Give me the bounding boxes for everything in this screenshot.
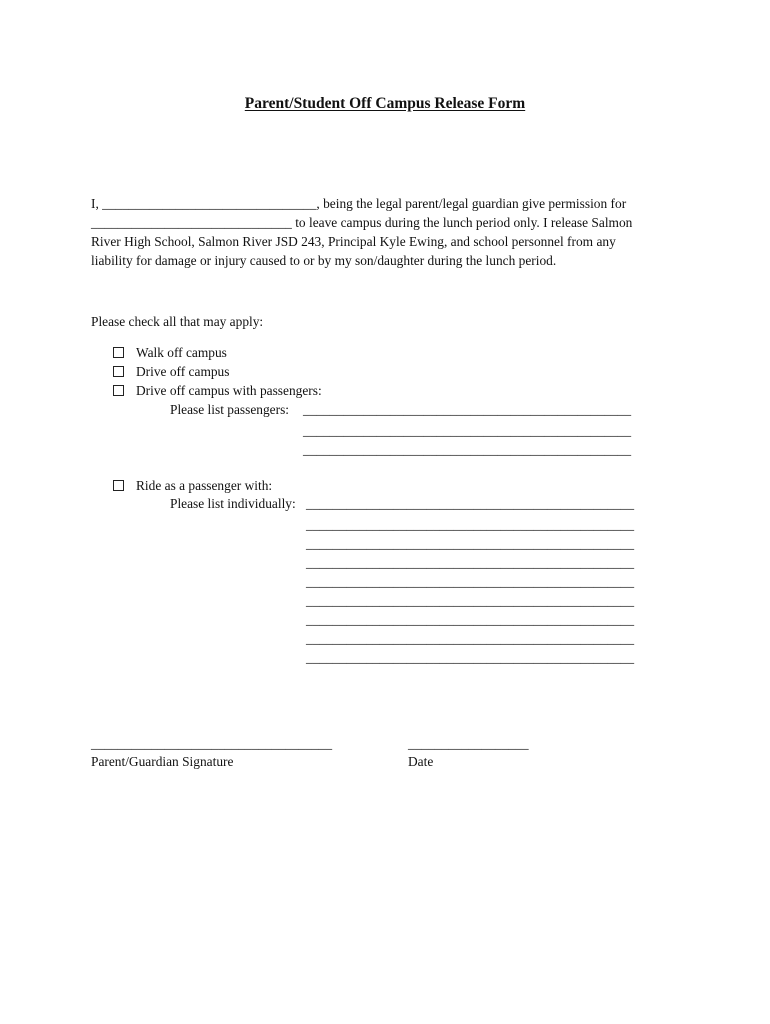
individual-line[interactable]: _________________________________________________ <box>306 536 635 551</box>
checkbox-ride[interactable] <box>113 479 124 492</box>
checkbox-icon[interactable] <box>113 347 124 358</box>
passengers-label: Please list passengers: <box>170 402 290 417</box>
individual-line[interactable]: _________________________________________________ <box>306 574 635 589</box>
checkbox-icon[interactable] <box>113 366 124 377</box>
paragraph-line: liability for damage or injury caused to or by my son/daughter during the lunch period. <box>91 253 557 268</box>
permission-paragraph <box>91 194 681 270</box>
checkbox-drive-passengers[interactable] <box>113 384 124 397</box>
checkbox-drive[interactable] <box>113 365 124 378</box>
passenger-line[interactable]: _________________________________________________ <box>303 402 632 417</box>
signature-label: Parent/Guardian Signature <box>91 754 234 769</box>
individual-line[interactable]: _________________________________________________ <box>306 612 635 627</box>
passenger-line[interactable]: _________________________________________________ <box>303 442 632 457</box>
paragraph-line: River High School, Salmon River JSD 243, Principal Kyle Ewing, and school personnel from any <box>91 234 616 249</box>
individually-label: Please list individually: <box>170 496 296 511</box>
individual-line[interactable]: _________________________________________________ <box>306 650 635 665</box>
signature-line[interactable]: ____________________________________ <box>91 736 333 751</box>
paragraph-line: I, ________________________________, being the legal parent/legal guardian give permission for <box>91 196 627 211</box>
checkbox-icon[interactable] <box>113 385 124 396</box>
checkbox-icon[interactable] <box>113 480 124 491</box>
check-prompt: Please check all that may apply: <box>91 314 264 329</box>
individual-line[interactable]: _________________________________________________ <box>306 496 635 511</box>
individual-line[interactable]: _________________________________________________ <box>306 555 635 570</box>
option-ride-label: Ride as a passenger with: <box>136 478 273 493</box>
option-walk-label: Walk off campus <box>136 345 227 360</box>
option-drive-passengers-label: Drive off campus with passengers: <box>136 383 322 398</box>
date-label: Date <box>408 754 434 769</box>
date-line[interactable]: __________________ <box>408 736 529 751</box>
individual-line[interactable]: _________________________________________________ <box>306 517 635 532</box>
form-title: Parent/Student Off Campus Release Form <box>244 95 526 112</box>
option-drive-label: Drive off campus <box>136 364 230 379</box>
individual-line[interactable]: _________________________________________________ <box>306 593 635 608</box>
individual-line[interactable]: _________________________________________________ <box>306 631 635 646</box>
passenger-line[interactable]: _________________________________________________ <box>303 423 632 438</box>
paragraph-line: ______________________________ to leave campus during the lunch period only. I release Salmon <box>91 215 633 230</box>
checkbox-walk[interactable] <box>113 346 124 359</box>
